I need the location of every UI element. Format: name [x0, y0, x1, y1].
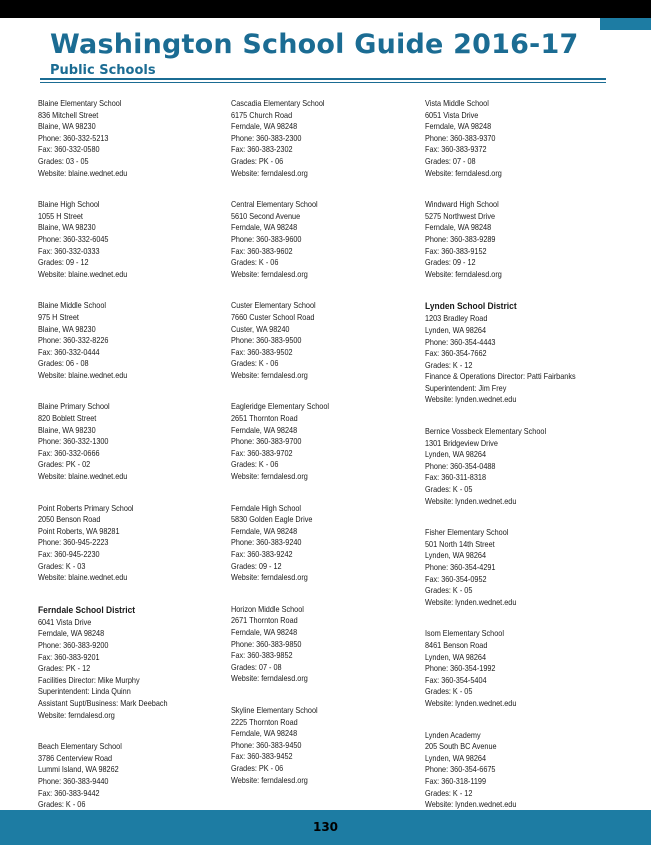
website-line: Website: ferndalesd.org [425, 269, 502, 279]
school-listing [38, 401, 223, 482]
listing-column-3 [425, 98, 610, 831]
contact-line: Finance & Operations Director: Patti Fairbanks [425, 372, 576, 382]
contact-line: Assistant Supt/Business: Mark Deebach [38, 698, 168, 708]
address-line: 2050 Benson Road [38, 515, 101, 525]
address-line: 3786 Centerview Road [38, 753, 113, 763]
address-line: 5610 Second Avenue [231, 211, 301, 221]
school-name: Point Roberts Primary School [38, 503, 134, 513]
school-name: Central Elementary School [231, 200, 318, 210]
school-name: Vista Middle School [425, 99, 489, 108]
grades-line: Grades: PK - 06 [231, 763, 284, 773]
address-line: Blaine, WA 98230 [38, 425, 96, 435]
school-listing [38, 503, 223, 584]
district-listing [425, 300, 610, 406]
school-listing [38, 199, 223, 280]
school-name: Blaine Middle School [38, 301, 107, 311]
address-line: 501 North 14th Street [425, 539, 495, 549]
website-line: Website: blaine.wednet.edu [38, 472, 128, 482]
school-name: Bernice Vossbeck Elementary School [425, 427, 547, 437]
grades-line: Grades: 07 - 08 [425, 156, 476, 166]
address-line: 6051 Vista Drive [425, 110, 479, 120]
fax-line: Fax: 360-318-1199 [425, 776, 487, 786]
address-line: 975 H Street [38, 312, 79, 322]
fax-line: Fax: 360-383-9242 [231, 550, 293, 559]
phone-line: Phone: 360-945-2223 [38, 538, 109, 548]
school-listing [425, 426, 610, 507]
header-rule-thick [40, 78, 606, 80]
grades-line: Grades: K - 06 [231, 460, 279, 470]
phone-line: Phone: 360-383-9450 [231, 740, 302, 750]
phone-line: Phone: 360-332-5213 [38, 133, 109, 143]
address-line: Ferndale, WA 98248 [231, 122, 298, 132]
district-name: Lynden School District [425, 301, 517, 313]
school-listing [425, 199, 610, 280]
school-name: Isom Elementary School [425, 629, 504, 639]
grades-line: Grades: PK - 02 [38, 460, 91, 470]
contact-line: Superintendent: Linda Quinn [38, 687, 131, 697]
phone-line: Phone: 360-354-1992 [425, 664, 496, 674]
website-line: Website: ferndalesd.org [231, 370, 308, 380]
fax-line: Fax: 360-383-9602 [231, 246, 293, 256]
phone-line: Phone: 360-354-4291 [425, 563, 496, 572]
school-listing [425, 527, 610, 608]
school-listing [231, 401, 416, 482]
school-name: Blaine Elementary School [38, 99, 122, 108]
contact-line: Superintendent: Jim Frey [425, 383, 507, 393]
school-listing [425, 628, 610, 709]
address-line: Ferndale, WA 98248 [231, 223, 298, 233]
website-line: Website: ferndalesd.org [38, 710, 115, 720]
school-listing [425, 730, 610, 811]
phone-line: Phone: 360-383-2300 [231, 133, 302, 143]
fax-line: Fax: 360-383-9852 [231, 651, 293, 661]
phone-line: Phone: 360-383-9440 [38, 776, 109, 786]
address-line: Ferndale, WA 98248 [231, 627, 298, 637]
school-listing [425, 98, 610, 179]
website-line: Website: ferndalesd.org [231, 674, 308, 684]
listing-column-1 [38, 98, 223, 842]
website-line: Website: ferndalesd.org [425, 168, 502, 178]
address-line: 820 Boblett Street [38, 414, 97, 424]
address-line: Custer, WA 98240 [231, 324, 290, 334]
website-line: Website: blaine.wednet.edu [38, 269, 128, 279]
grades-line: Grades: 06 - 08 [38, 359, 89, 369]
school-name: Ferndale High School [231, 503, 302, 513]
address-line: 5275 Northwest Drive [425, 211, 496, 221]
school-name: Fisher Elementary School [425, 528, 509, 538]
district-listing [38, 604, 223, 721]
school-name: Horizon Middle School [231, 604, 304, 614]
grades-line: Grades: K - 05 [425, 485, 473, 495]
website-line: Website: blaine.wednet.edu [38, 370, 128, 380]
school-name: Lynden Academy [425, 730, 481, 740]
fax-line: Fax: 360-332-0444 [38, 347, 100, 357]
grades-line: Grades: K - 03 [38, 561, 86, 571]
page-subtitle: Public Schools [50, 63, 156, 78]
address-line: Ferndale, WA 98248 [38, 629, 105, 639]
phone-line: Phone: 360-383-9500 [231, 336, 302, 346]
website-line: Website: ferndalesd.org [231, 775, 308, 785]
website-line: Website: lynden.wednet.edu [425, 597, 517, 607]
top-black-bar [0, 0, 651, 18]
fax-line: Fax: 360-945-2230 [38, 550, 100, 559]
grades-line: Grades: K - 06 [231, 359, 279, 369]
fax-line: Fax: 360-383-9152 [425, 246, 487, 256]
grades-line: Grades: K - 05 [425, 687, 473, 697]
fax-line: Fax: 360-383-9702 [231, 448, 293, 458]
address-line: Lynden, WA 98264 [425, 753, 487, 763]
page-number: 130 [312, 820, 339, 834]
address-line: Lynden, WA 98264 [425, 325, 487, 335]
fax-line: Fax: 360-383-9201 [38, 652, 100, 662]
website-line: Website: lynden.wednet.edu [425, 698, 517, 708]
school-name: Blaine High School [38, 200, 100, 210]
header-rule-thin [40, 82, 606, 83]
fax-line: Fax: 360-354-5404 [425, 675, 487, 685]
address-line: 205 South BC Avenue [425, 742, 497, 752]
phone-line: Phone: 360-383-9600 [231, 234, 302, 244]
school-name: Beach Elementary School [38, 742, 122, 752]
fax-line: Fax: 360-383-2302 [231, 145, 293, 155]
website-line: Website: lynden.wednet.edu [425, 800, 517, 810]
website-line: Website: blaine.wednet.edu [38, 573, 128, 583]
listing-column-2 [231, 98, 416, 806]
phone-line: Phone: 360-383-9700 [231, 437, 302, 447]
address-line: Lynden, WA 98264 [425, 450, 487, 460]
phone-line: Phone: 360-354-4443 [425, 337, 496, 347]
address-line: Blaine, WA 98230 [38, 324, 96, 334]
website-line: Website: blaine.wednet.edu [38, 168, 128, 178]
grades-line: Grades: K - 06 [231, 258, 279, 268]
website-line: Website: lynden.wednet.edu [425, 395, 517, 405]
address-line: 1203 Bradley Road [425, 314, 488, 324]
school-name: Blaine Primary School [38, 402, 110, 412]
fax-line: Fax: 360-383-9442 [38, 788, 100, 798]
school-listing [231, 300, 416, 381]
fax-line: Fax: 360-383-9372 [425, 145, 487, 155]
grades-line: Grades: 09 - 12 [38, 258, 89, 268]
fax-line: Fax: 360-332-0580 [38, 145, 100, 155]
phone-line: Phone: 360-332-1300 [38, 437, 109, 447]
school-listing [231, 98, 416, 179]
grades-line: Grades: 09 - 12 [425, 258, 476, 268]
address-line: 836 Mitchell Street [38, 110, 99, 120]
grades-line: Grades: K - 05 [425, 586, 473, 596]
website-line: Website: ferndalesd.org [231, 573, 308, 583]
address-line: Blaine, WA 98230 [38, 122, 96, 132]
grades-line: Grades: 07 - 08 [231, 662, 282, 672]
address-line: 7660 Custer School Road [231, 312, 315, 322]
address-line: 6041 Vista Drive [38, 617, 92, 627]
address-line: Ferndale, WA 98248 [425, 223, 492, 233]
school-listing [231, 705, 416, 786]
school-name: Cascadia Elementary School [231, 99, 325, 108]
website-line: Website: ferndalesd.org [231, 269, 308, 279]
address-line: Ferndale, WA 98248 [425, 122, 492, 132]
fax-line: Fax: 360-332-0666 [38, 448, 100, 458]
address-line: 8461 Benson Road [425, 640, 488, 650]
address-line: Lynden, WA 98264 [425, 551, 487, 561]
address-line: Lynden, WA 98264 [425, 652, 487, 662]
phone-line: Phone: 360-332-8226 [38, 336, 109, 346]
phone-line: Phone: 360-383-9289 [425, 234, 496, 244]
school-name: Eagleridge Elementary School [231, 402, 330, 412]
school-listing [38, 300, 223, 381]
school-name: Custer Elementary School [231, 301, 316, 311]
school-listing [231, 199, 416, 280]
school-listing [231, 604, 416, 685]
page-title: Washington School Guide 2016-17 [50, 29, 579, 60]
contact-line: Facilities Director: Mike Murphy [38, 675, 140, 685]
address-line: Ferndale, WA 98248 [231, 729, 298, 739]
address-line: Ferndale, WA 98248 [231, 425, 298, 435]
website-line: Website: ferndalesd.org [231, 168, 308, 178]
fax-line: Fax: 360-311-8318 [425, 473, 487, 483]
address-line: 1055 H Street [38, 211, 83, 221]
address-line: 2225 Thornton Road [231, 717, 298, 727]
school-name: Skyline Elementary School [231, 705, 318, 715]
grades-line: Grades: PK - 06 [231, 156, 284, 166]
district-name: Ferndale School District [38, 604, 136, 616]
address-line: Ferndale, WA 98248 [231, 526, 298, 536]
website-line: Website: lynden.wednet.edu [425, 496, 517, 506]
grades-line: Grades: K - 12 [425, 788, 473, 798]
school-listing [38, 98, 223, 179]
grades-line: Grades: K - 06 [38, 800, 86, 810]
phone-line: Phone: 360-383-9200 [38, 640, 109, 650]
grades-line: Grades: K - 12 [425, 360, 473, 370]
phone-line: Phone: 360-383-9850 [231, 639, 302, 649]
phone-line: Phone: 360-383-9370 [425, 133, 496, 143]
school-listing [231, 503, 416, 584]
phone-line: Phone: 360-332-6045 [38, 234, 109, 244]
address-line: Point Roberts, WA 98281 [38, 526, 120, 536]
address-line: Lummi Island, WA 98262 [38, 765, 119, 775]
school-name: Windward High School [425, 200, 499, 210]
phone-line: Phone: 360-383-9240 [231, 538, 302, 548]
grades-line: Grades: PK - 12 [38, 664, 91, 674]
grades-line: Grades: 09 - 12 [231, 561, 282, 571]
address-line: Blaine, WA 98230 [38, 223, 96, 233]
grades-line: Grades: 03 - 05 [38, 156, 89, 166]
fax-line: Fax: 360-383-9502 [231, 347, 293, 357]
address-line: 1301 Bridgeview Drive [425, 438, 498, 448]
address-line: 5830 Golden Eagle Drive [231, 515, 313, 525]
address-line: 2651 Thornton Road [231, 414, 298, 424]
phone-line: Phone: 360-354-0488 [425, 461, 496, 471]
fax-line: Fax: 360-332-0333 [38, 246, 100, 256]
address-line: 2671 Thornton Road [231, 616, 298, 626]
fax-line: Fax: 360-354-7662 [425, 349, 487, 359]
website-line: Website: ferndalesd.org [231, 472, 308, 482]
address-line: 6175 Church Road [231, 110, 293, 120]
fax-line: Fax: 360-354-0952 [425, 574, 487, 584]
fax-line: Fax: 360-383-9452 [231, 752, 293, 762]
phone-line: Phone: 360-354-6675 [425, 765, 496, 775]
